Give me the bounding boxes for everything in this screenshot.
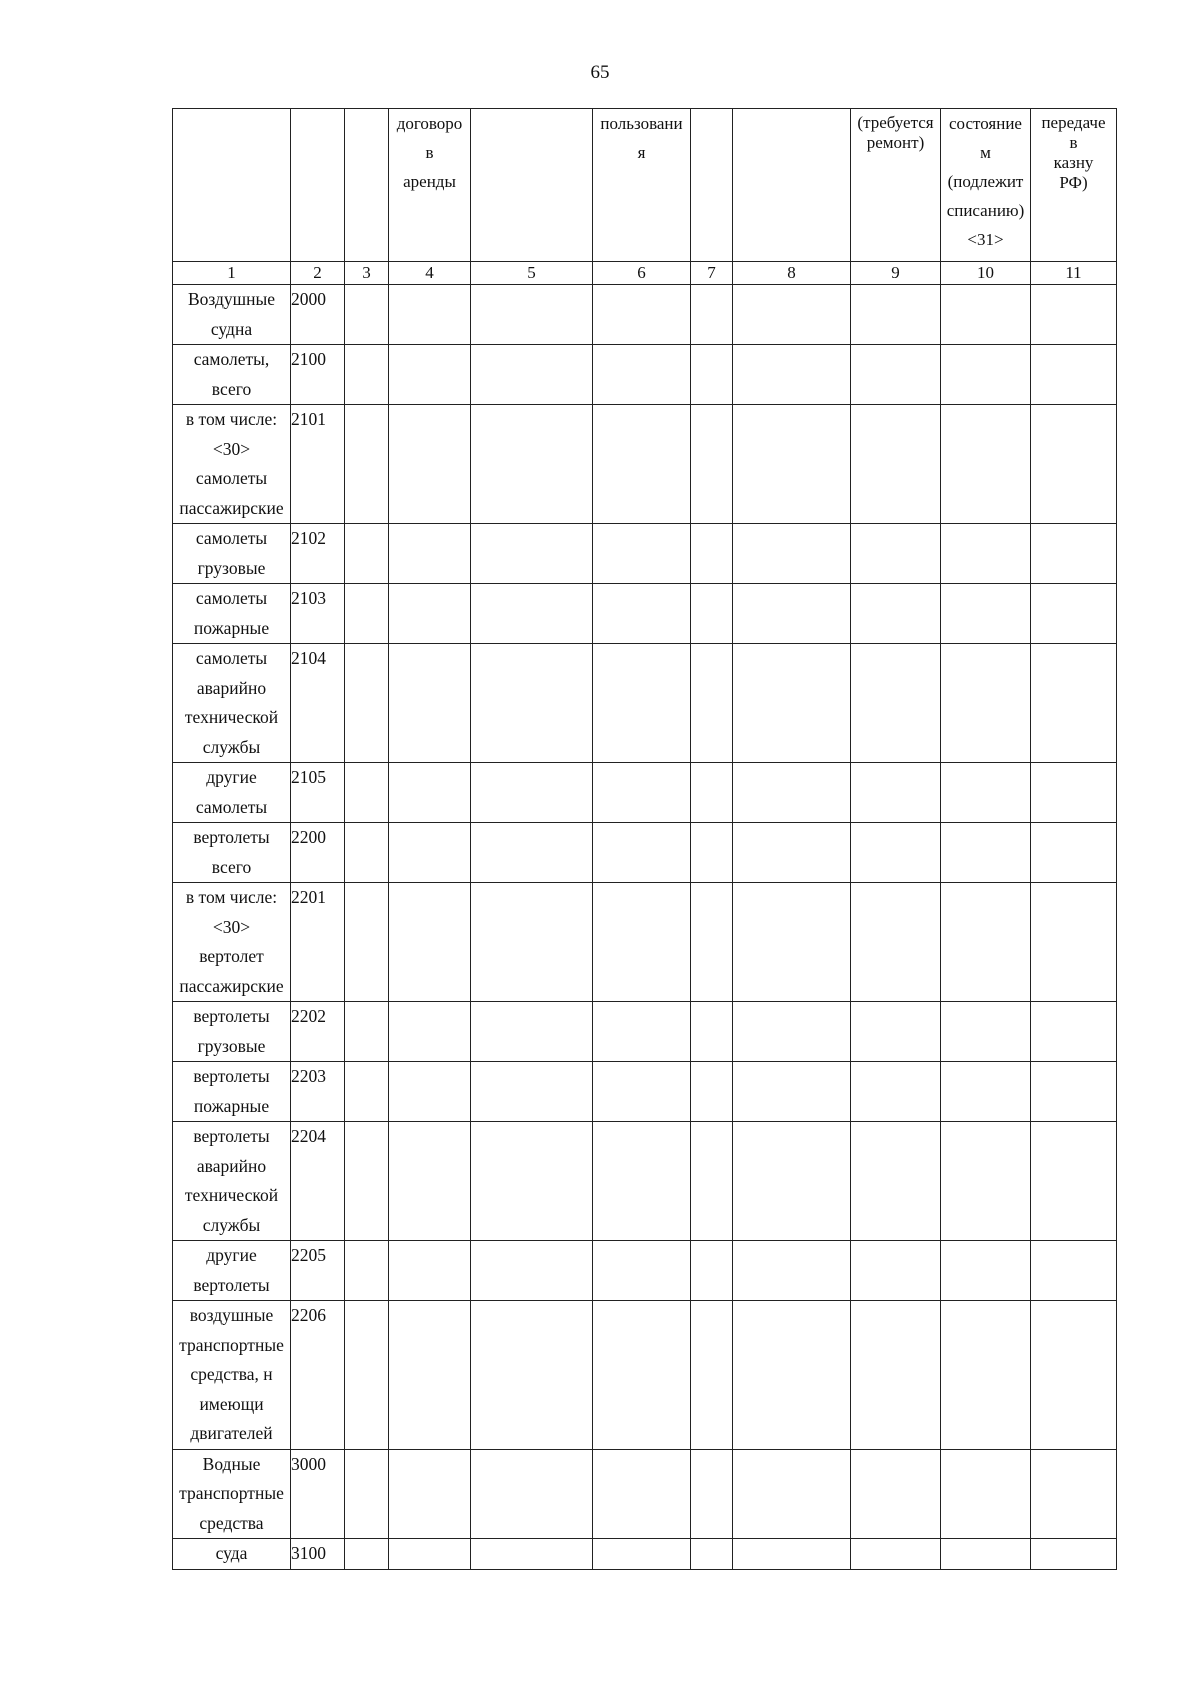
empty-cell-col-4 (389, 1062, 471, 1122)
header-cell-2 (291, 109, 345, 262)
empty-cell-col-7 (691, 823, 733, 883)
column-number: 5 (471, 262, 593, 285)
empty-cell-col-4 (389, 1241, 471, 1301)
header-cell-4: договоро в аренды (389, 109, 471, 262)
table-body (173, 285, 1117, 1570)
empty-cell-col-4 (389, 823, 471, 883)
empty-cell-col-9 (851, 823, 941, 883)
empty-cell-col-8 (733, 1301, 851, 1450)
empty-cell-col-4 (389, 1301, 471, 1450)
empty-cell-col-7 (691, 1241, 733, 1301)
empty-cell-col-6 (593, 405, 691, 524)
empty-cell-col-7 (691, 1301, 733, 1450)
empty-cell-col-8 (733, 345, 851, 405)
empty-cell-col-5 (471, 1449, 593, 1539)
table-row (173, 823, 1117, 883)
empty-cell-col-10 (941, 405, 1031, 524)
table-row (173, 285, 1117, 345)
empty-cell-col-6 (593, 1241, 691, 1301)
page-number: 65 (590, 62, 610, 83)
empty-cell-col-3 (345, 763, 389, 823)
empty-cell-col-3 (345, 823, 389, 883)
row-label: вертолеты всего (173, 823, 291, 883)
empty-cell-col-5 (471, 285, 593, 345)
empty-cell-col-6 (593, 1122, 691, 1241)
empty-cell-col-11 (1031, 1122, 1117, 1241)
table-row (173, 1122, 1117, 1241)
empty-cell-col-4 (389, 345, 471, 405)
empty-cell-col-5 (471, 1301, 593, 1450)
header-cell-8 (733, 109, 851, 262)
column-number: 11 (1031, 262, 1117, 285)
empty-cell-col-8 (733, 1122, 851, 1241)
table-row (173, 584, 1117, 644)
empty-cell-col-8 (733, 584, 851, 644)
empty-cell-col-9 (851, 1241, 941, 1301)
row-code: 2206 (291, 1301, 345, 1450)
column-number: 3 (345, 262, 389, 285)
empty-cell-col-8 (733, 763, 851, 823)
empty-cell-col-7 (691, 584, 733, 644)
empty-cell-col-5 (471, 1122, 593, 1241)
row-code: 2200 (291, 823, 345, 883)
empty-cell-col-8 (733, 883, 851, 1002)
table-row (173, 405, 1117, 524)
empty-cell-col-7 (691, 763, 733, 823)
empty-cell-col-7 (691, 883, 733, 1002)
table-row (173, 763, 1117, 823)
empty-cell-col-10 (941, 644, 1031, 763)
row-label: самолеты грузовые (173, 524, 291, 584)
row-label: самолеты пожарные (173, 584, 291, 644)
empty-cell-col-3 (345, 1122, 389, 1241)
row-label: другие самолеты (173, 763, 291, 823)
empty-cell-col-9 (851, 1539, 941, 1570)
empty-cell-col-6 (593, 1539, 691, 1570)
empty-cell-col-8 (733, 1002, 851, 1062)
empty-cell-col-6 (593, 1301, 691, 1450)
row-label: вертолеты пожарные (173, 1062, 291, 1122)
empty-cell-col-4 (389, 763, 471, 823)
row-label: Воздушные судна (173, 285, 291, 345)
empty-cell-col-10 (941, 1449, 1031, 1539)
empty-cell-col-5 (471, 883, 593, 1002)
empty-cell-col-10 (941, 345, 1031, 405)
column-number: 10 (941, 262, 1031, 285)
empty-cell-col-9 (851, 285, 941, 345)
empty-cell-col-9 (851, 524, 941, 584)
empty-cell-col-5 (471, 405, 593, 524)
header-cell-9: (требуется ремонт) (851, 109, 941, 262)
table-row (173, 1449, 1117, 1539)
empty-cell-col-4 (389, 644, 471, 763)
empty-cell-col-5 (471, 524, 593, 584)
empty-cell-col-9 (851, 405, 941, 524)
empty-cell-col-11 (1031, 1539, 1117, 1570)
row-label: вертолеты грузовые (173, 1002, 291, 1062)
column-number: 4 (389, 262, 471, 285)
empty-cell-col-8 (733, 1241, 851, 1301)
empty-cell-col-6 (593, 345, 691, 405)
empty-cell-col-9 (851, 1301, 941, 1450)
empty-cell-col-5 (471, 1241, 593, 1301)
header-cell-7 (691, 109, 733, 262)
empty-cell-col-5 (471, 1002, 593, 1062)
row-code: 2101 (291, 405, 345, 524)
empty-cell-col-4 (389, 1002, 471, 1062)
empty-cell-col-11 (1031, 1002, 1117, 1062)
empty-cell-col-7 (691, 405, 733, 524)
empty-cell-col-3 (345, 584, 389, 644)
empty-cell-col-5 (471, 584, 593, 644)
row-code: 3000 (291, 1449, 345, 1539)
table-row (173, 1301, 1117, 1450)
empty-cell-col-11 (1031, 345, 1117, 405)
column-number: 1 (173, 262, 291, 285)
empty-cell-col-11 (1031, 1062, 1117, 1122)
header-cell-6: пользовани я (593, 109, 691, 262)
table-row (173, 524, 1117, 584)
table-row (173, 883, 1117, 1002)
empty-cell-col-3 (345, 405, 389, 524)
row-code: 2100 (291, 345, 345, 405)
empty-cell-col-9 (851, 1449, 941, 1539)
row-code: 2201 (291, 883, 345, 1002)
empty-cell-col-11 (1031, 524, 1117, 584)
empty-cell-col-6 (593, 584, 691, 644)
row-label: суда (173, 1539, 291, 1570)
empty-cell-col-9 (851, 883, 941, 1002)
empty-cell-col-7 (691, 1002, 733, 1062)
empty-cell-col-3 (345, 883, 389, 1002)
empty-cell-col-9 (851, 1122, 941, 1241)
table-row (173, 1002, 1117, 1062)
table-row (173, 1241, 1117, 1301)
row-code: 2105 (291, 763, 345, 823)
empty-cell-col-10 (941, 763, 1031, 823)
row-code: 2204 (291, 1122, 345, 1241)
empty-cell-col-4 (389, 285, 471, 345)
empty-cell-col-8 (733, 1449, 851, 1539)
empty-cell-col-3 (345, 1062, 389, 1122)
row-label: в том числе: <30> самолеты пассажирские (173, 405, 291, 524)
empty-cell-col-5 (471, 644, 593, 763)
row-label: Водные транспортные средства (173, 1449, 291, 1539)
empty-cell-col-10 (941, 1062, 1031, 1122)
empty-cell-col-4 (389, 584, 471, 644)
empty-cell-col-3 (345, 1301, 389, 1450)
empty-cell-col-6 (593, 763, 691, 823)
empty-cell-col-10 (941, 1539, 1031, 1570)
column-number: 9 (851, 262, 941, 285)
empty-cell-col-3 (345, 1539, 389, 1570)
row-label: вертолеты аварийно технической службы (173, 1122, 291, 1241)
row-label: самолеты, всего (173, 345, 291, 405)
row-code: 2103 (291, 584, 345, 644)
empty-cell-col-6 (593, 285, 691, 345)
row-code: 2102 (291, 524, 345, 584)
empty-cell-col-7 (691, 524, 733, 584)
empty-cell-col-9 (851, 1002, 941, 1062)
empty-cell-col-8 (733, 1062, 851, 1122)
row-label: самолеты аварийно технической службы (173, 644, 291, 763)
row-label: воздушные транспортные средства, н имеющи двигателей (173, 1301, 291, 1450)
empty-cell-col-11 (1031, 1301, 1117, 1450)
empty-cell-col-10 (941, 823, 1031, 883)
empty-cell-col-10 (941, 524, 1031, 584)
row-code: 2202 (291, 1002, 345, 1062)
header-row (173, 109, 1117, 262)
empty-cell-col-6 (593, 823, 691, 883)
empty-cell-col-6 (593, 1002, 691, 1062)
empty-cell-col-7 (691, 285, 733, 345)
empty-cell-col-4 (389, 405, 471, 524)
empty-cell-col-6 (593, 1449, 691, 1539)
empty-cell-col-10 (941, 883, 1031, 1002)
empty-cell-col-11 (1031, 1241, 1117, 1301)
column-number: 6 (593, 262, 691, 285)
column-number: 8 (733, 262, 851, 285)
empty-cell-col-3 (345, 345, 389, 405)
empty-cell-col-7 (691, 1122, 733, 1241)
empty-cell-col-10 (941, 1301, 1031, 1450)
table-row (173, 644, 1117, 763)
header-cell-11: передаче в казну РФ) (1031, 109, 1117, 262)
empty-cell-col-6 (593, 644, 691, 763)
empty-cell-col-3 (345, 1002, 389, 1062)
header-cell-10: состояние м (подлежит списанию) <31> (941, 109, 1031, 262)
empty-cell-col-11 (1031, 823, 1117, 883)
empty-cell-col-4 (389, 1449, 471, 1539)
empty-cell-col-7 (691, 1539, 733, 1570)
row-label: другие вертолеты (173, 1241, 291, 1301)
empty-cell-col-11 (1031, 1449, 1117, 1539)
header-cell-5 (471, 109, 593, 262)
empty-cell-col-3 (345, 524, 389, 584)
empty-cell-col-3 (345, 1241, 389, 1301)
empty-cell-col-11 (1031, 883, 1117, 1002)
row-code: 2000 (291, 285, 345, 345)
empty-cell-col-7 (691, 1449, 733, 1539)
row-code: 2203 (291, 1062, 345, 1122)
column-numbers-row (173, 262, 1117, 285)
assets-table (172, 108, 1117, 1570)
empty-cell-col-8 (733, 1539, 851, 1570)
table-row (173, 345, 1117, 405)
column-number: 7 (691, 262, 733, 285)
row-code: 3100 (291, 1539, 345, 1570)
empty-cell-col-7 (691, 1062, 733, 1122)
empty-cell-col-7 (691, 644, 733, 763)
empty-cell-col-8 (733, 285, 851, 345)
row-label: в том числе: <30> вертолет пассажирские (173, 883, 291, 1002)
row-code: 2205 (291, 1241, 345, 1301)
header-cell-3 (345, 109, 389, 262)
empty-cell-col-5 (471, 345, 593, 405)
empty-cell-col-8 (733, 644, 851, 763)
empty-cell-col-5 (471, 1539, 593, 1570)
header-cell-1 (173, 109, 291, 262)
empty-cell-col-6 (593, 883, 691, 1002)
empty-cell-col-9 (851, 763, 941, 823)
empty-cell-col-4 (389, 883, 471, 1002)
empty-cell-col-3 (345, 1449, 389, 1539)
empty-cell-col-8 (733, 524, 851, 584)
empty-cell-col-3 (345, 644, 389, 763)
empty-cell-col-10 (941, 285, 1031, 345)
empty-cell-col-11 (1031, 763, 1117, 823)
empty-cell-col-4 (389, 524, 471, 584)
empty-cell-col-6 (593, 1062, 691, 1122)
table-row (173, 1539, 1117, 1570)
empty-cell-col-10 (941, 1122, 1031, 1241)
row-code: 2104 (291, 644, 345, 763)
column-number: 2 (291, 262, 345, 285)
empty-cell-col-11 (1031, 584, 1117, 644)
empty-cell-col-10 (941, 1002, 1031, 1062)
empty-cell-col-11 (1031, 405, 1117, 524)
empty-cell-col-11 (1031, 285, 1117, 345)
empty-cell-col-11 (1031, 644, 1117, 763)
empty-cell-col-5 (471, 763, 593, 823)
empty-cell-col-9 (851, 345, 941, 405)
empty-cell-col-8 (733, 823, 851, 883)
empty-cell-col-3 (345, 285, 389, 345)
empty-cell-col-9 (851, 584, 941, 644)
empty-cell-col-9 (851, 1062, 941, 1122)
empty-cell-col-5 (471, 823, 593, 883)
empty-cell-col-10 (941, 584, 1031, 644)
empty-cell-col-6 (593, 524, 691, 584)
empty-cell-col-4 (389, 1539, 471, 1570)
empty-cell-col-8 (733, 405, 851, 524)
empty-cell-col-9 (851, 644, 941, 763)
table-row (173, 1062, 1117, 1122)
empty-cell-col-4 (389, 1122, 471, 1241)
empty-cell-col-10 (941, 1241, 1031, 1301)
empty-cell-col-5 (471, 1062, 593, 1122)
empty-cell-col-7 (691, 345, 733, 405)
